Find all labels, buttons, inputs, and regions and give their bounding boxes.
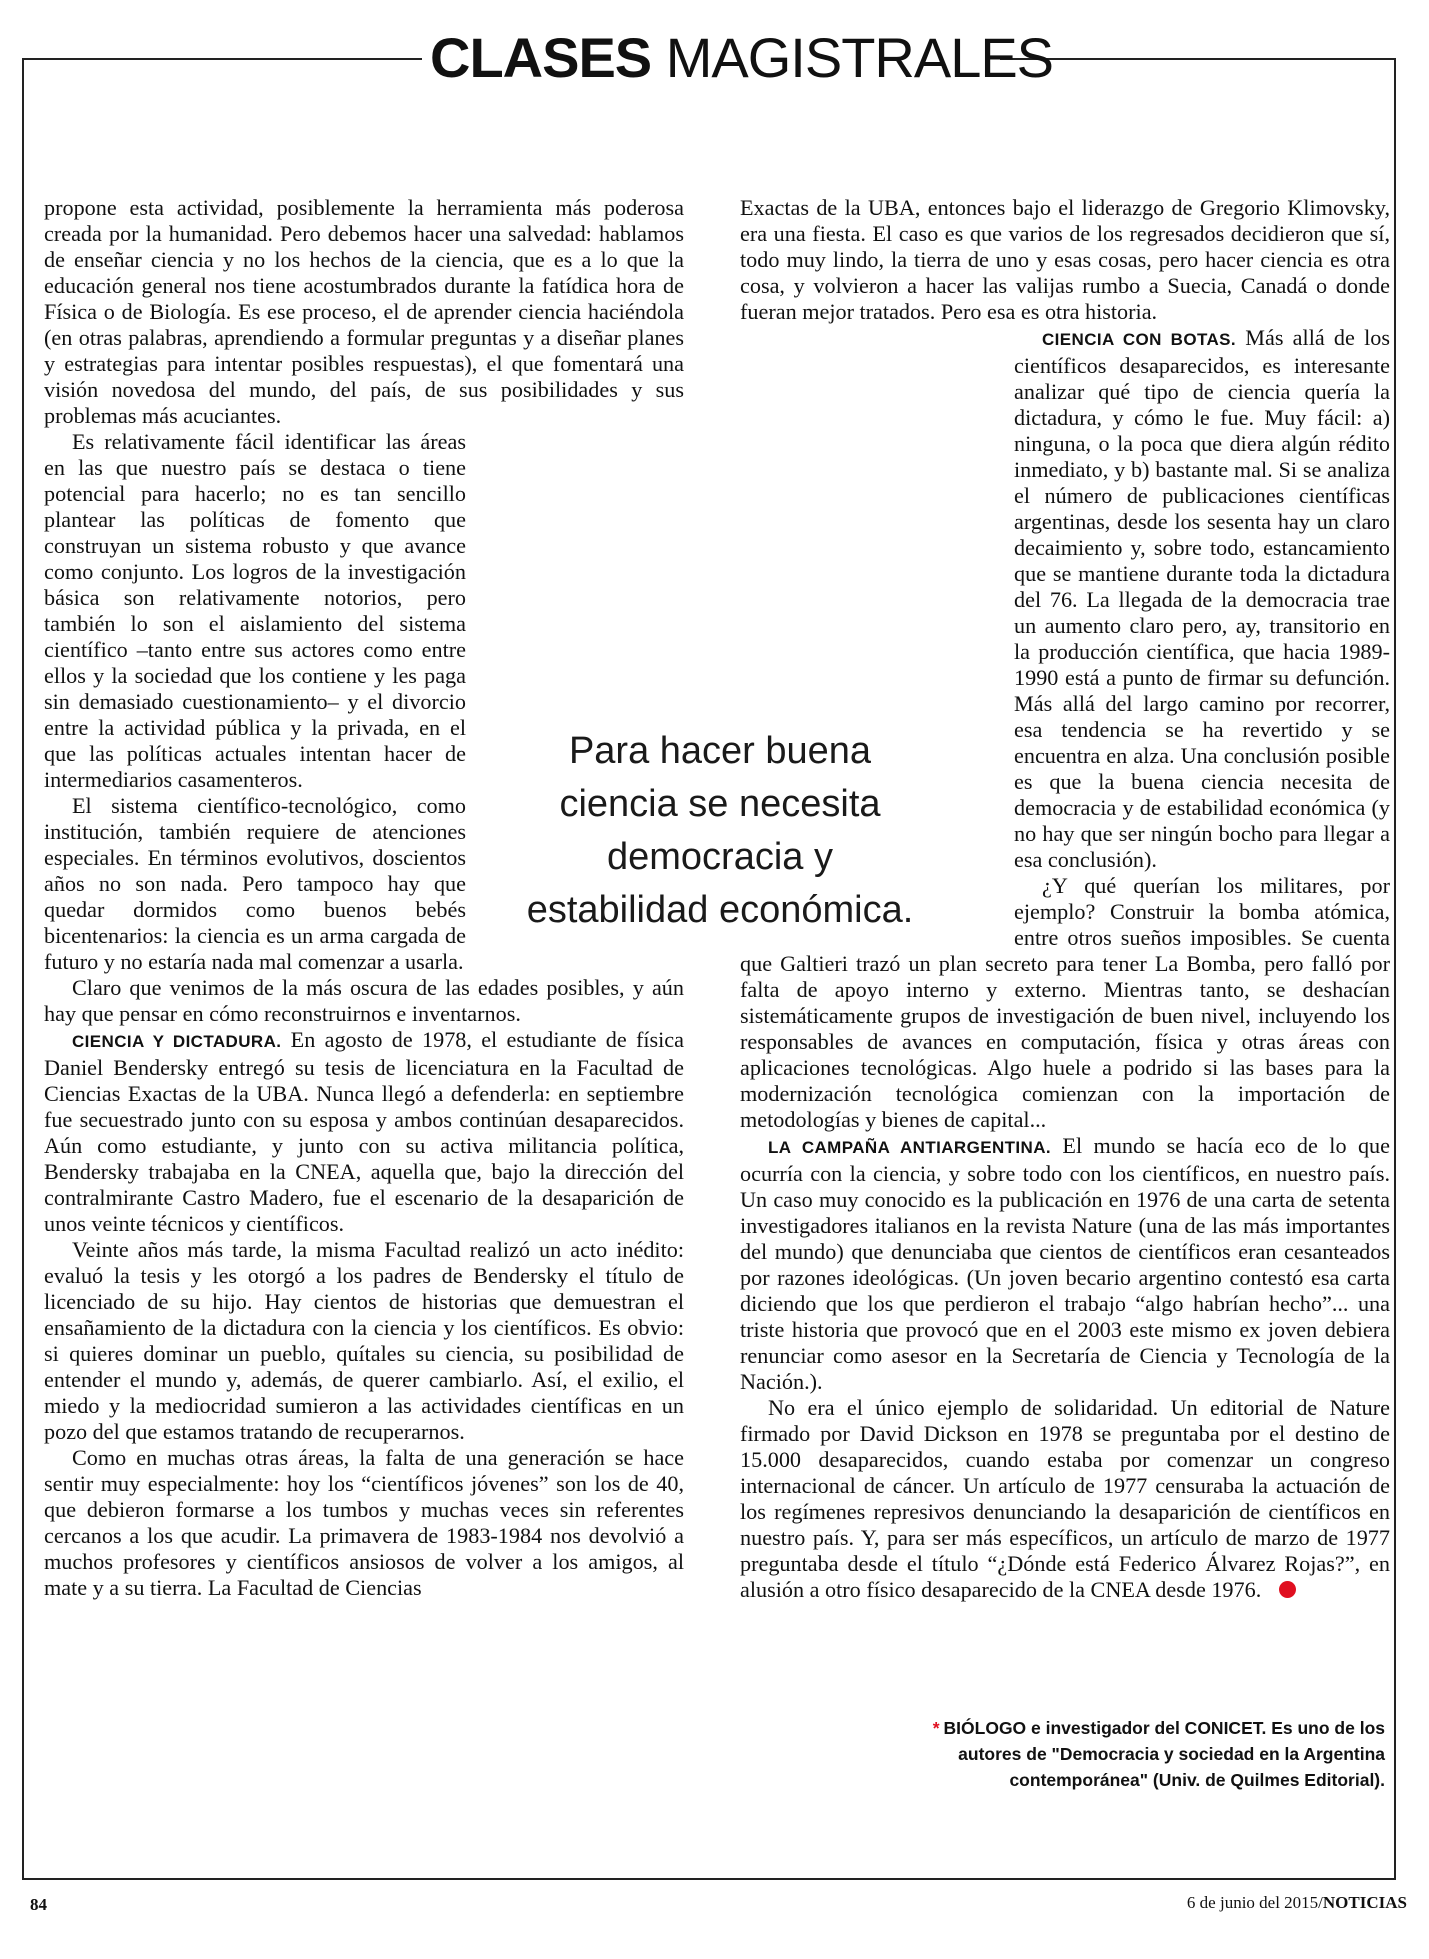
pull-quote-line: democracia y [607,836,833,878]
page-number: 84 [30,1895,47,1914]
paragraph [740,1395,1390,1603]
paragraph: Como en muchas otras áreas, la falta de una generación se hace sentir muy especialmente: hoy los “científicos jóvenes” son los de 40, que debieron formarse a los tumbos y muchas veces sin referentes cercanos a los que acudir. La primavera de 1983-1984 nos devolvió a muchos profesores y científicos ansiosos de volver a los amigos, al mate y a su tierra. La Facultad de Ciencias [44,1445,684,1600]
author-bio [760,1715,1385,1793]
paragraph-text: Más allá de los científicos desaparecidos, es interesante analizar qué tipo de ciencia quería la dictadura, y cómo le fue. Muy fácil: a) ninguna, o la poca que diera algún rédito inmediato, y b) bastante mal. Si se analiza el número de publicaciones científicas argentinas, desde los sesenta hay un claro decaimiento y, sobre todo, estancamiento que se mantiene durante toda la dictadura del 76. La llegada de la democracia trae un aumento claro pero, ay, transitorio en la producción científica, que hacia 1989-1990 está a punto de firmar su defunción. Más allá del largo camino por recorrer, esa tendencia se ha revertido y se encuentra en alza. Una conclusión posible es que la buena ciencia necesita de democracia y de estabilidad económica (y no hay que ser ningún bocho para llegar a esa conclusión). [1014,325,1390,872]
paragraph-text: En agosto de 1978, el estudiante de física Daniel Bendersky entregó su tesis de licenciatura en la Facultad de Ciencias Exactas de la UBA. Nunca llegó a defenderla: en septiembre fue secuestrado junto con su esposa y ambos continúan desaparecidos. Aún como estudiante, y junto con su activa militancia política, Bendersky trabajaba en la CNEA, aquella que, bajo la dirección del contralmirante Castro Madero, fue el escenario de la desaparición de unos veinte técnicos y científicos. [44,1027,684,1236]
pull-quote [490,725,950,937]
paragraph: Es relativamente fácil identificar las áreas en las que nuestro país se destaca o tiene potencial para hacerlo; no es tan sencillo plantear las políticas de fomento que construyan un sistema robusto y que avance como conjunto. Los logros de la investigación básica son relativamente notorios, pero también lo son el aislamiento del sistema científico –tanto entre sus actores como entre ellos y la sociedad que los contiene y les paga sin demasiado cuestionamiento– y el divorcio entre la actividad pública y la privada, en el que las políticas actuales intentan hacer de intermediarios casamenteros. [44,429,466,792]
paragraph [44,1027,684,1237]
paragraph: propone esta actividad, posiblemente la herramienta más poderosa creada por la humanidad. Pero debemos hacer una salvedad: hablamos de enseñar ciencia y no los hechos de la ciencia, que es a lo que la educación general nos tiene acostumbrados durante la fatídica hora de Física o de Biología. Es ese proceso, el de aprender ciencia haciéndola (en otras palabras, aprendiendo a formular preguntas y a diseñar planes y estrategias para intentar posibles respuestas), el que fomentará una visión novedosa del mundo, del país, de sus posibilidades y sus problemas más acuciantes. [44,195,684,428]
publication-name: NOTICIAS [1322,1893,1407,1912]
subhead-campana-antiargentina: LA CAMPAÑA ANTIARGENTINA. [768,1138,1052,1157]
pull-quote-line: estabilidad económica. [526,889,914,931]
paragraph [740,1133,1390,1395]
pull-quote-line: ciencia se necesita [559,783,881,825]
subhead-ciencia-con-botas: CIENCIA CON BOTAS. [1042,330,1237,349]
asterisk-icon: * [932,1718,940,1738]
bio-line: autores de "Democracia y sociedad en la Argentina [958,1744,1385,1764]
bio-line: contemporánea" (Univ. de Quilmes Editorial). [1009,1770,1385,1790]
paragraph: Veinte años más tarde, la misma Facultad realizó un acto inédito: evaluó la tesis y les otorgó a los padres de Bendersky el título de licenciado de su hijo. Hay cientos de historias que demuestran el ensañamiento de la dictadura con la ciencia y los científicos. Es obvio: si quieres dominar un pueblo, quítales su ciencia, su posibilidad de entender el mundo y, además, de querer cambiarlo. Así, el exilio, el miedo y la mediocridad sumieron a las actividades científicas en un pozo del que estamos tratando de recuperarnos. [44,1237,684,1444]
paragraph-text: No era el único ejemplo de solidaridad. Un editorial de Nature firmado por David Dickson en 1978 se preguntaba por el destino de 15.000 desaparecidos, cuando estaba por comenzar un congreso internacional de cáncer. Un artículo de 1977 censuraba la actuación de los regímenes represivos denunciando la desaparición de científicos en nuestro país. Y, para ser más específicos, un artículo de marzo de 1977 preguntaba desde el título “¿Dónde está Federico Álvarez Rojas?”, en alusión a otro físico desaparecido de la CNEA desde 1976. [740,1395,1390,1602]
header-title-rest: MAGISTRALES [665,26,1054,89]
frame-top-rule-right [1000,58,1394,60]
issue-date: 6 de junio del 2015/ [1186,1893,1323,1912]
paragraph: Exactas de la UBA, entonces bajo el liderazgo de Gregorio Klimovsky, era una fiesta. El caso es que varios de los regresados decidieron que sí, todo muy lindo, la tierra de uno y esas cosas, pero hacer ciencia es otra cosa, y volvieron a hacer las valijas rumbo a Suecia, Canadá o donde fueran mejor tratados. Pero esa es otra historia. [740,195,1390,324]
pull-quote-line: Para hacer buena [568,730,872,772]
section-header [430,26,1054,89]
paragraph: ¿Y qué querían los militares, por ejemplo? Construir la bomba atómica, entre otros sueños imposibles. Se cuenta que Galtieri trazó un plan secreto para tener La Bomba, pero falló por falta de apoyo interno y externo. Mientras tanto, se deshacían sistemáticamente grupos de investigación de buen nivel, incluyendo los responsables de avances en computación, física y otras áreas con aplicaciones tecnológicas. Algo huele a podrido si las bases para la modernización tecnológica comienzan con la importación de metodologías y bienes de capital... [740,873,1390,1132]
paragraph: Claro que venimos de la más oscura de las edades posibles, y aún hay que pensar en cómo reconstruirnos e inventarnos. [44,975,684,1026]
paragraph-text: El mundo se hacía eco de lo que ocurría con la ciencia, y sobre todo con los científicos, en nuestro país. Un caso muy conocido es la publicación en 1976 de una carta de setenta investigadores italianos en la revista Nature (una de las más importantes del mundo) que denunciaba que cientos de científicos eran cesanteados por razones ideológicas. (Un joven becario argentino contestó esa carta diciendo que los que perdieron el trabajo “algo habrían hecho”... una triste historia que provocó que en el 2003 este mismo ex joven debiera renunciar como asesor en la Secretaría de Ciencia y Tecnología de la Nación.). [740,1133,1390,1394]
paragraph: El sistema científico-tecnológico, como institución, también requiere de atenciones especiales. En términos evolutivos, doscientos años no son nada. Pero tampoco hay que quedar dormidos como buenos bebés bicentenarios: la ciencia es un arma cargada de futuro y no estaría nada mal comenzar a usarla. [44,793,466,974]
bio-line: BIÓLOGO e investigador del CONICET. Es uno de los [943,1718,1385,1738]
footer-publication [1187,1893,1407,1913]
subhead-ciencia-y-dictadura: CIENCIA Y DICTADURA. [72,1032,282,1051]
end-mark-icon [1279,1581,1296,1598]
frame-top-rule-left [22,58,422,60]
header-title-bold: CLASES [430,26,652,89]
